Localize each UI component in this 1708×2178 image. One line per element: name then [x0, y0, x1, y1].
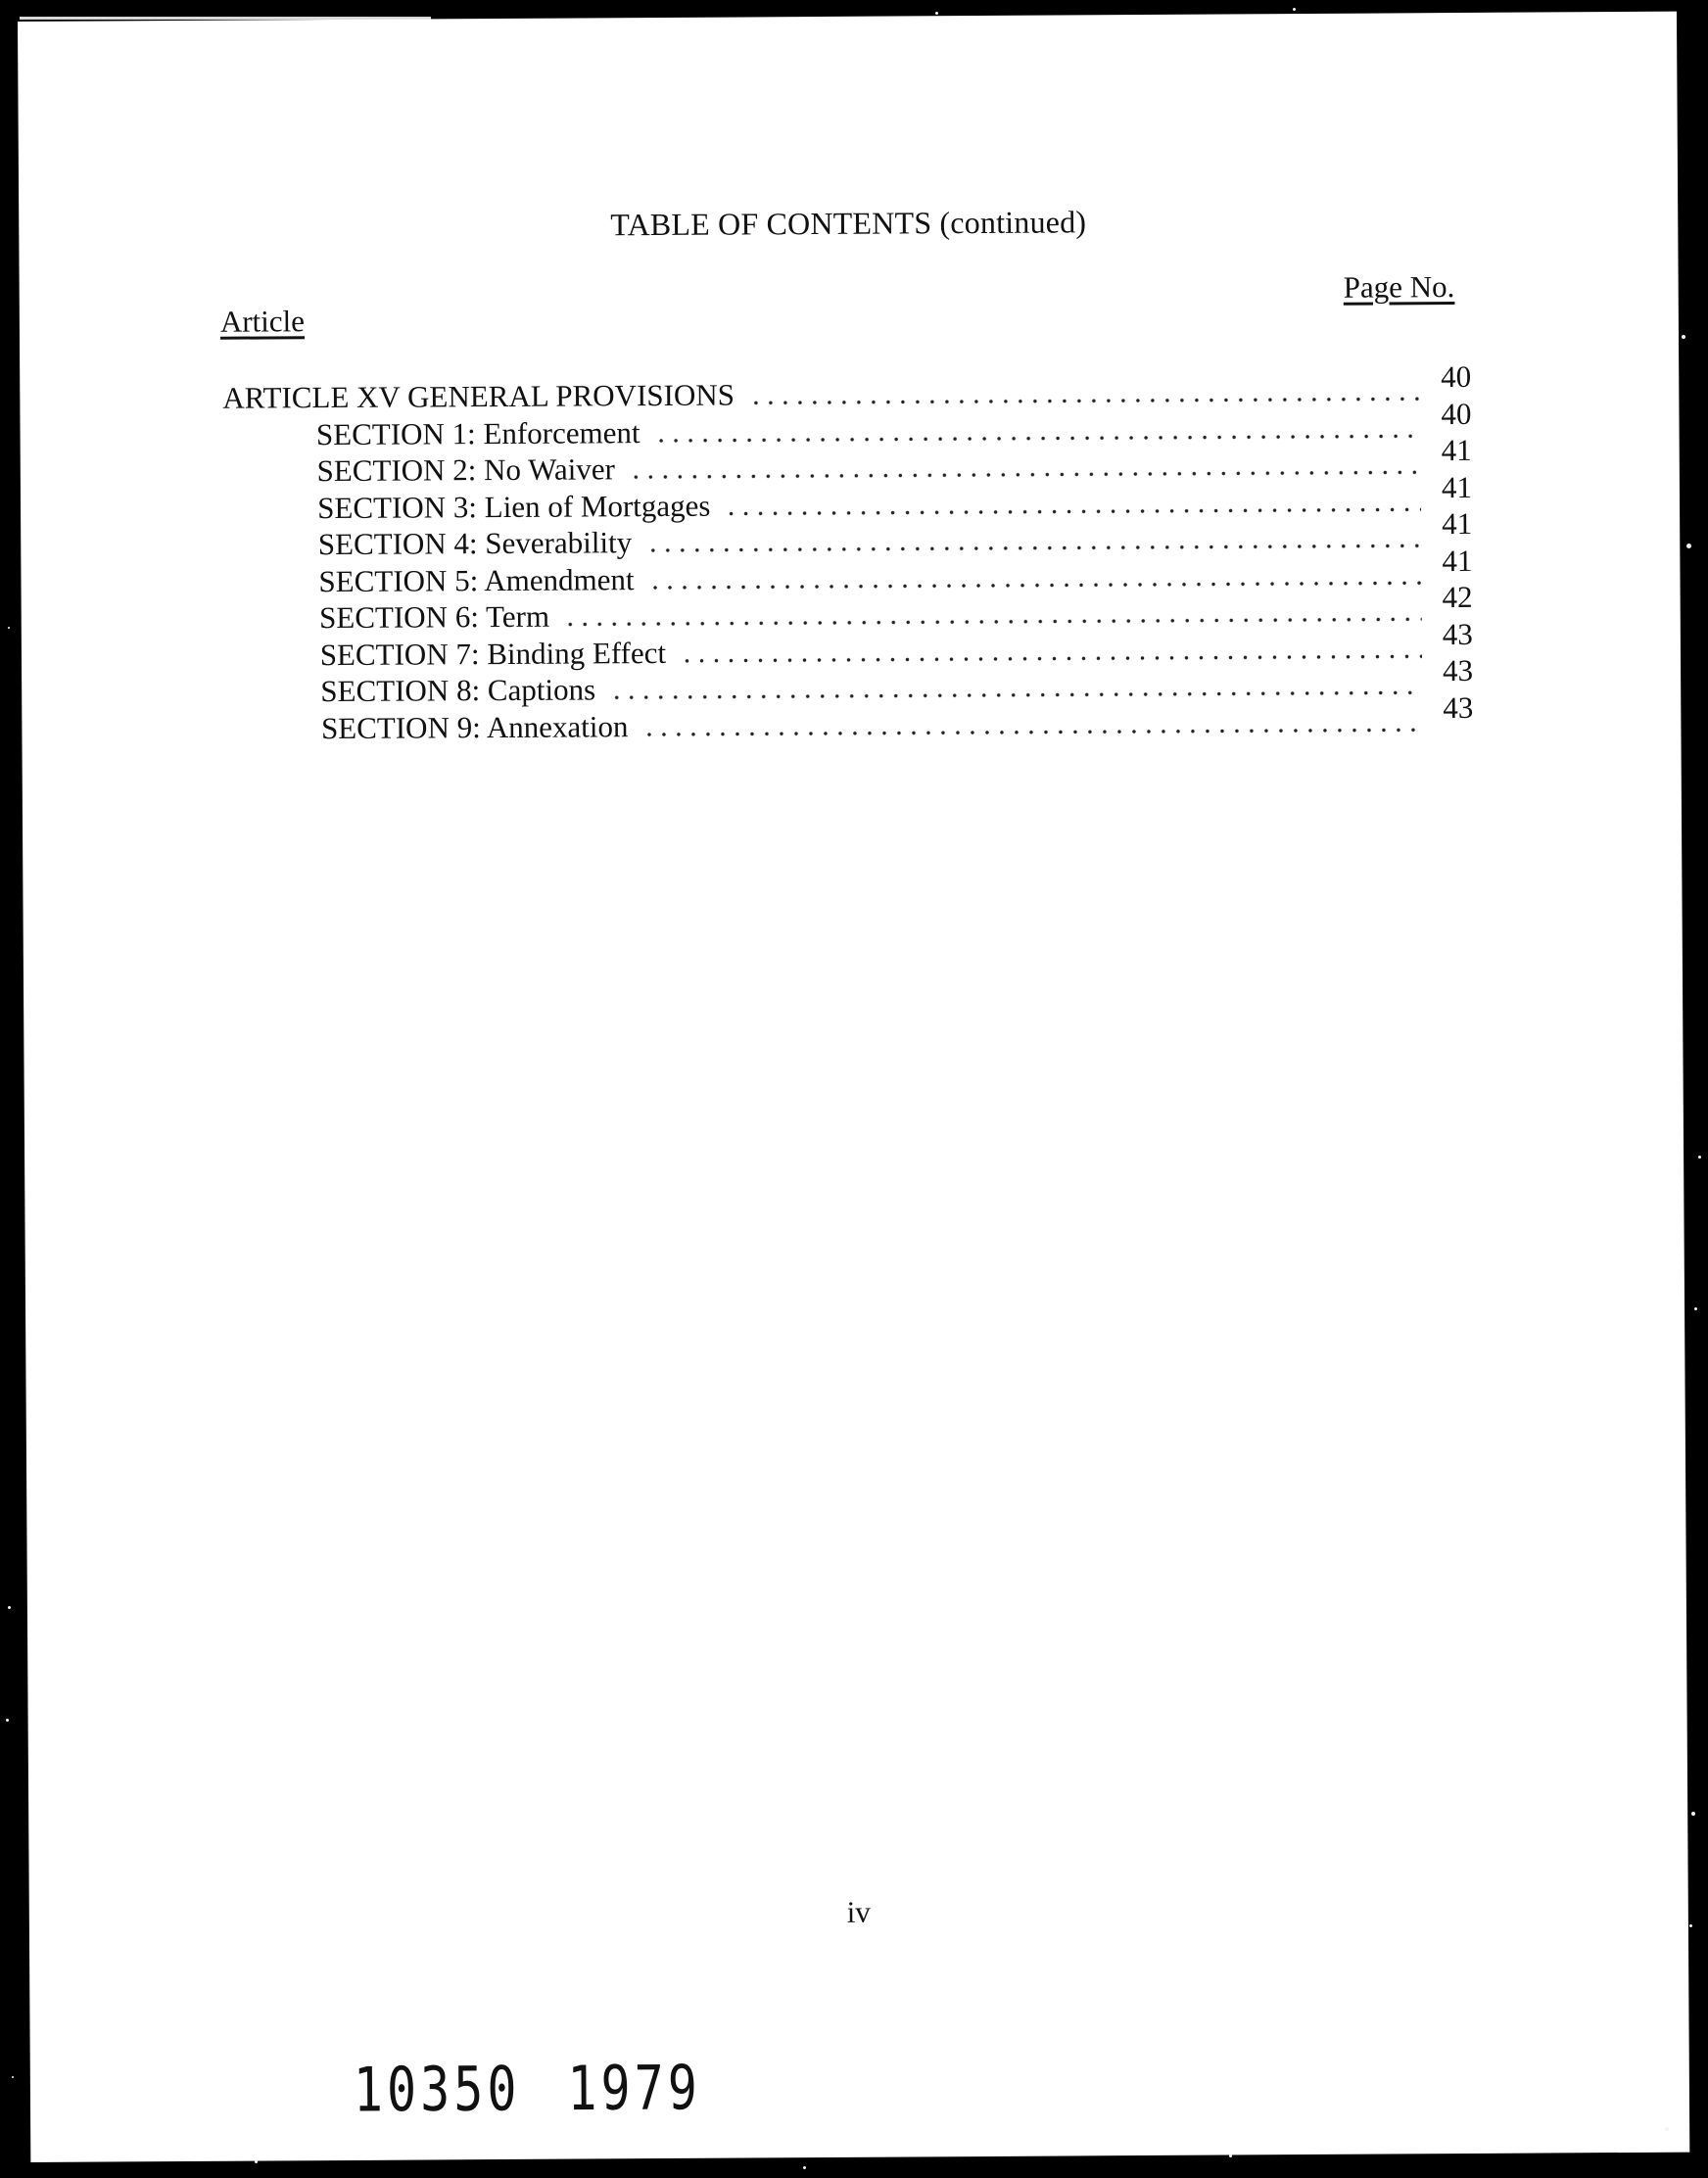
toc-entry-page: 40 — [1441, 358, 1472, 395]
scan-speck — [1665, 2127, 1669, 2131]
dot-leader — [680, 654, 1422, 663]
scan-speck — [1691, 1812, 1695, 1816]
scan-speck — [8, 627, 10, 629]
page-folio: iv — [846, 1894, 871, 1929]
toc-entry-label: SECTION 2: No Waiver — [316, 451, 616, 489]
scan-speck — [1689, 1924, 1692, 1927]
dot-leader — [629, 470, 1421, 479]
toc-entry-label: SECTION 8: Captions — [320, 672, 596, 709]
stamp-number-left: 10350 — [353, 2053, 521, 2126]
document-stamp — [354, 2053, 701, 2126]
scan-speck — [12, 2076, 14, 2078]
toc-entry-label: SECTION 3: Lien of Mortgages — [317, 488, 711, 525]
toc-entry-label: SECTION 6: Term — [319, 598, 550, 636]
scan-speck — [1682, 335, 1685, 339]
dot-leader — [641, 728, 1422, 736]
dot-leader — [748, 397, 1420, 404]
toc-entry-page: 43 — [1443, 689, 1474, 725]
toc-entry-page: 41 — [1441, 469, 1473, 504]
toc-entry-page: 40 — [1441, 396, 1472, 431]
toc-entry-page: 41 — [1442, 543, 1473, 578]
toc-entry-page: 41 — [1442, 505, 1473, 542]
toc-entry-page: 43 — [1442, 616, 1473, 651]
stamp-number-right: 1979 — [567, 2052, 702, 2125]
dot-leader — [609, 690, 1422, 699]
scan-speck — [255, 2160, 258, 2163]
scan-speck — [935, 12, 938, 15]
scan-speck — [8, 1606, 11, 1609]
article-column-header: Article — [219, 304, 306, 339]
dot-leader — [724, 507, 1421, 515]
toc-entry-label: SECTION 7: Binding Effect — [319, 635, 667, 672]
dot-leader — [648, 581, 1422, 590]
scan-speck — [1686, 544, 1691, 548]
document-page — [18, 12, 1689, 2162]
dot-leader — [563, 617, 1422, 626]
dot-leader — [654, 434, 1421, 443]
toc-entry-page: 43 — [1442, 652, 1474, 688]
toc-entry-label: SECTION 1: Enforcement — [315, 414, 640, 451]
toc-entry-label: SECTION 9: Annexation — [320, 708, 629, 745]
scan-speck — [1698, 1156, 1701, 1159]
scan-speck — [1293, 8, 1296, 11]
scan-speck — [6, 1719, 9, 1722]
scan-speck — [1694, 1307, 1697, 1310]
scan-speck — [1229, 2154, 1232, 2157]
dot-leader — [645, 544, 1421, 552]
toc-list — [20, 358, 1679, 745]
toc-entry-label: ARTICLE XV GENERAL PROVISIONS — [222, 377, 735, 415]
page-title: TABLE OF CONTENTS (continued) — [610, 204, 1087, 243]
scan-speck — [803, 2166, 806, 2169]
page-number-column-header: Page No. — [1343, 269, 1455, 305]
toc-entry-label: SECTION 5: Amendment — [318, 561, 635, 598]
toc-entry-page: 42 — [1442, 579, 1473, 615]
toc-entry-page: 41 — [1441, 432, 1472, 468]
toc-entry-label: SECTION 4: Severability — [317, 525, 633, 562]
